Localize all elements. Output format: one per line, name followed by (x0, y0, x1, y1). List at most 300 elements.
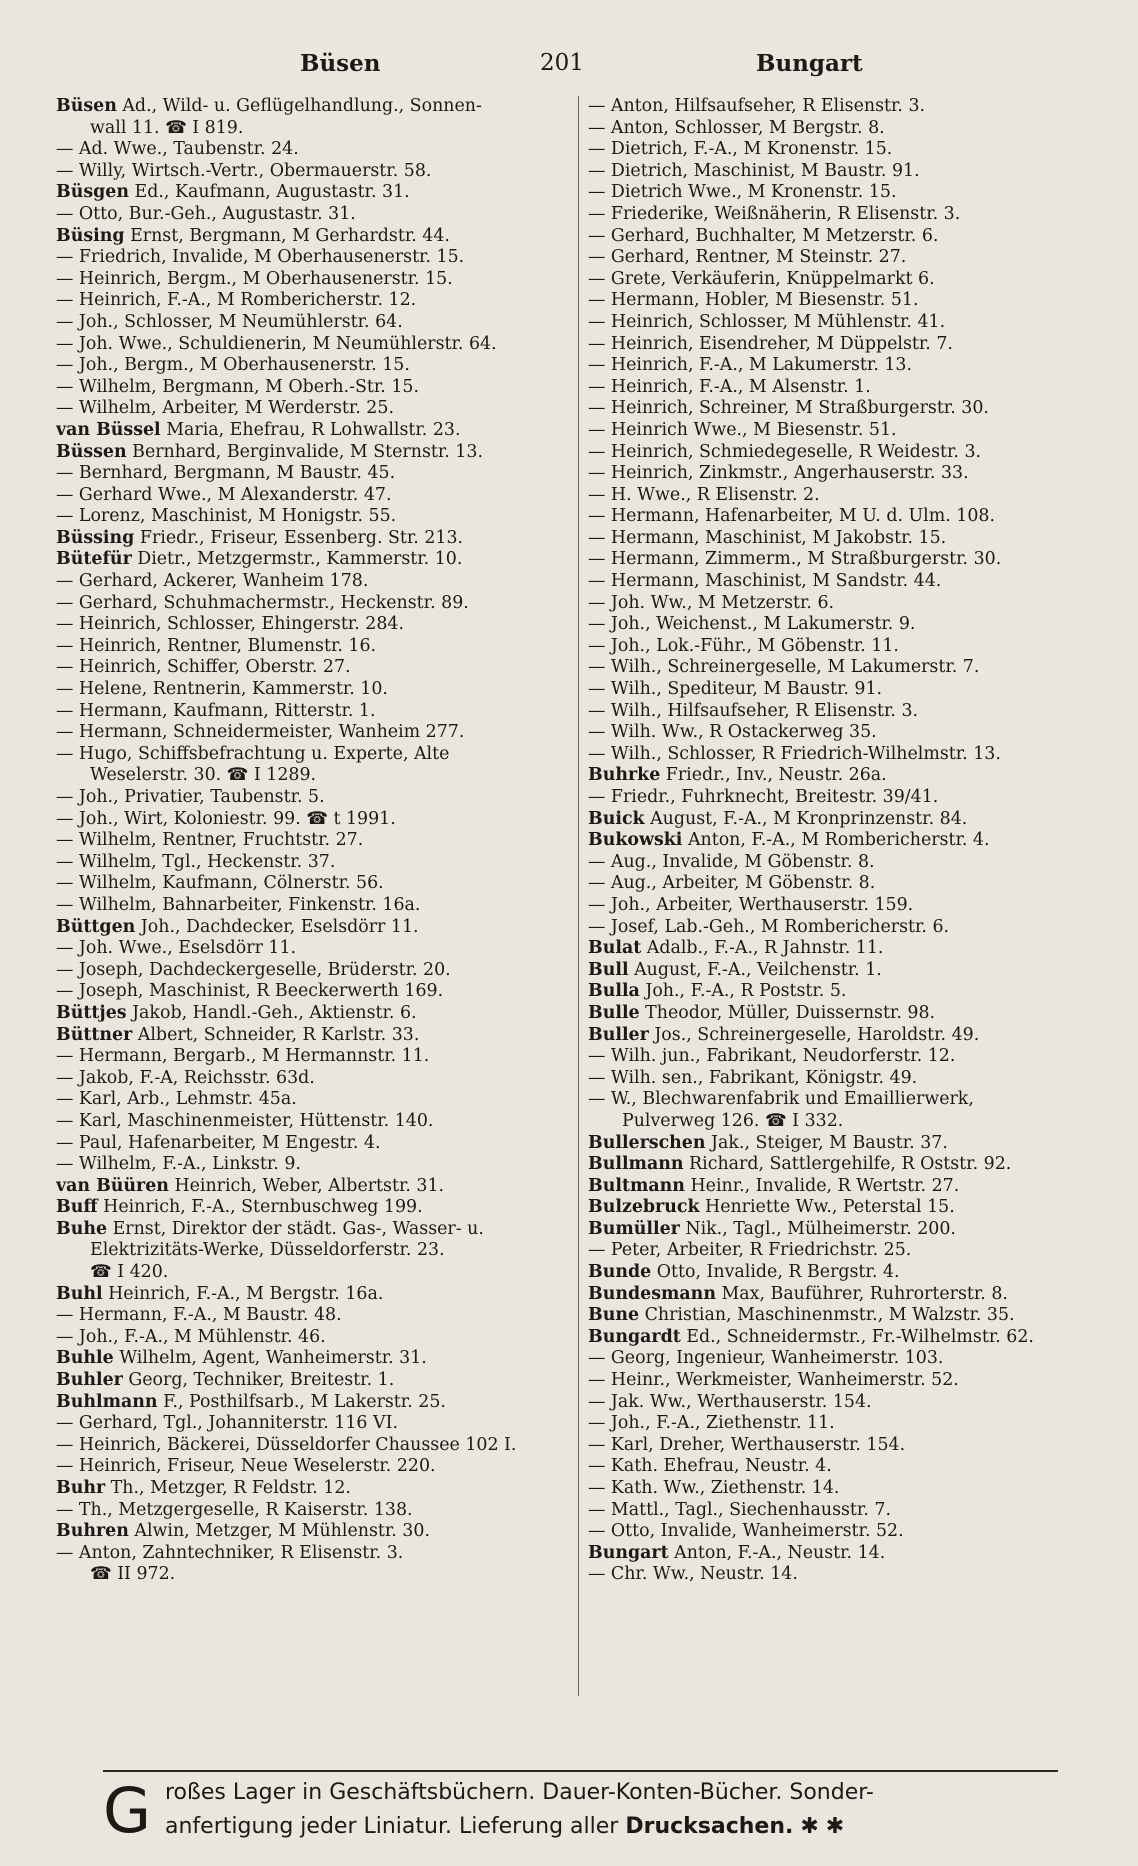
directory-entry (56, 1240, 574, 1262)
directory-entry (588, 1262, 1118, 1284)
entry-details: — Joh. Wwe., Schuldienerin, M Neumühlerstr. 64. (56, 333, 497, 354)
entry-details: — Gerhard, Buchhalter, M Metzerstr. 6. (588, 225, 939, 246)
entry-details: — Th., Metzgergeselle, R Kaiserstr. 138. (56, 1499, 413, 1520)
directory-entry (56, 1262, 574, 1284)
entry-details: Georg, Techniker, Breitestr. 1. (122, 1370, 395, 1391)
entry-details: Ernst, Bergmann, M Gerhardstr. 44. (124, 225, 450, 246)
entry-details: — Bernhard, Bergmann, M Baustr. 45. (56, 463, 396, 484)
directory-entry (588, 442, 1118, 464)
directory-entry (588, 1543, 1118, 1565)
left-column (56, 96, 574, 1586)
entry-details: — Wilhelm, Rentner, Fruchtstr. 27. (56, 830, 364, 851)
directory-entry (56, 182, 574, 204)
entry-details: — Hugo, Schiffsbefrachtung u. Experte, Alte (56, 743, 450, 764)
entry-surname: Buhlmann (56, 1391, 158, 1412)
entry-surname: Buhrke (588, 765, 661, 786)
directory-entry (56, 1219, 574, 1241)
entry-details: — Dietrich Wwe., M Kronenstr. 15. (588, 182, 897, 203)
directory-entry (56, 1521, 574, 1543)
entry-surname: Büttner (56, 1024, 133, 1045)
entry-details: August, F.-A., M Kronprinzenstr. 84. (644, 808, 968, 829)
directory-entry (588, 701, 1118, 723)
entry-details: wall 11. ☎ I 819. (90, 117, 244, 138)
entry-details: — Wilh., Hilfsaufseher, R Elisenstr. 3. (588, 700, 919, 721)
entry-details: — Hermann, Schneidermeister, Wanheim 277. (56, 722, 465, 743)
directory-entry (588, 528, 1118, 550)
directory-entry (588, 1521, 1118, 1543)
directory-entry (588, 593, 1118, 615)
directory-entry (56, 1003, 574, 1025)
entry-surname: Büsing (56, 225, 125, 246)
entry-details: — Helene, Rentnerin, Kammerstr. 10. (56, 679, 388, 700)
directory-entry (588, 571, 1118, 593)
entry-details: Friedr., Inv., Neustr. 26a. (660, 765, 887, 786)
directory-entry (56, 355, 574, 377)
directory-entry (588, 377, 1118, 399)
entry-details: ☎ I 420. (90, 1262, 169, 1283)
directory-entry (588, 809, 1118, 831)
directory-entry (56, 290, 574, 312)
entry-details: — Grete, Verkäuferin, Knüppelmarkt 6. (588, 268, 935, 289)
entry-surname: Bultmann (588, 1175, 685, 1196)
directory-entry (588, 549, 1118, 571)
directory-entry (56, 981, 574, 1003)
directory-entry (56, 722, 574, 744)
directory-entry (588, 1111, 1118, 1133)
directory-entry (56, 1305, 574, 1327)
entry-details: — Anton, Zahntechniker, R Elisenstr. 3. (56, 1542, 404, 1563)
directory-entry (588, 873, 1118, 895)
entry-details: — Hermann, Maschinist, M Sandstr. 44. (588, 571, 942, 592)
directory-entry (56, 960, 574, 982)
entry-details: — Wilhelm, Bergmann, M Oberh.-Str. 15. (56, 376, 419, 397)
entry-details: Heinrich, F.-A., M Bergstr. 16a. (102, 1283, 384, 1304)
entry-surname: Bullerschen (588, 1132, 706, 1153)
entry-details: Alwin, Metzger, M Mühlenstr. 30. (128, 1521, 430, 1542)
entry-details: — Hermann, F.-A., M Baustr. 48. (56, 1305, 342, 1326)
entry-details: — Hermann, Bergarb., M Hermannstr. 11. (56, 1046, 430, 1067)
directory-entry (588, 139, 1118, 161)
directory-entry (56, 1413, 574, 1435)
entry-surname: Bune (588, 1305, 640, 1326)
entry-details: — Heinrich, Bäckerei, Düsseldorfer Chaussee 102 I. (56, 1434, 517, 1455)
directory-entry (588, 355, 1118, 377)
entry-details: ☎ II 972. (90, 1564, 176, 1585)
directory-entry (56, 549, 574, 571)
ad-line-2-c: ✱ ✱ (793, 1814, 845, 1839)
directory-entry (588, 1089, 1118, 1111)
directory-entry (56, 701, 574, 723)
right-column (588, 96, 1118, 1586)
directory-entry (588, 1025, 1118, 1047)
directory-entry (56, 1370, 574, 1392)
entry-details: — Heinrich, Bergm., M Oberhausenerstr. 15. (56, 268, 453, 289)
entry-details: Pulverweg 126. ☎ I 332. (622, 1110, 844, 1131)
entry-details: — Heinrich, Friseur, Neue Weselerstr. 220. (56, 1456, 436, 1477)
entry-details: — Heinrich, Schiffer, Oberstr. 27. (56, 657, 351, 678)
entry-surname: Bütefür (56, 549, 132, 570)
directory-entry (56, 1348, 574, 1370)
directory-entry (56, 1133, 574, 1155)
entry-details: — Peter, Arbeiter, R Friedrichstr. 25. (588, 1240, 912, 1261)
entry-details: — Anton, Schlosser, M Bergstr. 8. (588, 117, 885, 138)
entry-details: — Joseph, Maschinist, R Beeckerwerth 169. (56, 981, 444, 1002)
entry-surname: van Büüren (56, 1175, 169, 1196)
directory-entry (56, 614, 574, 636)
directory-entry (588, 1197, 1118, 1219)
entry-details: — Joh. Ww., M Metzerstr. 6. (588, 592, 835, 613)
directory-entry (588, 485, 1118, 507)
directory-entry (588, 334, 1118, 356)
entry-details: Anton, F.-A., M Rombericherstr. 4. (682, 830, 990, 851)
directory-entry (56, 1456, 574, 1478)
entry-details: — Wilhelm, F.-A., Linkstr. 9. (56, 1154, 301, 1175)
directory-entry (588, 1564, 1118, 1586)
header-right-keyword: Bungart (756, 50, 863, 77)
directory-entry (56, 636, 574, 658)
entry-surname: Bungart (588, 1542, 669, 1563)
entry-surname: Buhle (56, 1348, 114, 1369)
entry-details: — Joh., Schlosser, M Neumühlerstr. 64. (56, 311, 403, 332)
entry-surname: Buhren (56, 1521, 129, 1542)
ad-line-2 (165, 1814, 844, 1839)
entry-details: — Wilh., Schreinergeselle, M Lakumerstr. 7. (588, 657, 980, 678)
directory-entry (588, 398, 1118, 420)
entry-details: Max, Bauführer, Ruhrorterstr. 8. (715, 1283, 1008, 1304)
entry-details: Nik., Tagl., Mülheimerstr. 200. (679, 1218, 956, 1239)
directory-entry (56, 1284, 574, 1306)
directory-entry (56, 938, 574, 960)
directory-entry (588, 1240, 1118, 1262)
entry-details: — Hermann, Hafenarbeiter, M U. d. Ulm. 108. (588, 506, 995, 527)
entry-details: — Joh., F.-A., M Mühlenstr. 46. (56, 1326, 326, 1347)
entry-details: Jakob, Handl.-Geh., Aktienstr. 6. (126, 1002, 417, 1023)
entry-surname: Buhler (56, 1370, 123, 1391)
directory-entry (56, 1046, 574, 1068)
directory-entry (588, 1219, 1118, 1241)
entry-details: Theodor, Müller, Duissernstr. 98. (639, 1002, 936, 1023)
entry-surname: Bunde (588, 1262, 652, 1283)
entry-details: — Gerhard Wwe., M Alexanderstr. 47. (56, 484, 392, 505)
entry-details: — Aug., Invalide, M Göbenstr. 8. (588, 851, 875, 872)
ad-initial: G (103, 1774, 152, 1847)
ad-line-1: roßes Lager in Geschäftsbüchern. Dauer-Konten-Bücher. Sonder- (165, 1780, 874, 1805)
directory-entry (588, 1305, 1118, 1327)
entry-details: — Lorenz, Maschinist, M Honigstr. 55. (56, 506, 397, 527)
directory-entry (588, 269, 1118, 291)
entry-details: — Karl, Maschinenmeister, Hüttenstr. 140. (56, 1110, 434, 1131)
entry-details: — Hermann, Kaufmann, Ritterstr. 1. (56, 700, 376, 721)
directory-entry (56, 1068, 574, 1090)
entry-details: — H. Wwe., R Elisenstr. 2. (588, 484, 820, 505)
directory-entry (56, 463, 574, 485)
directory-entry (588, 420, 1118, 442)
directory-entry (588, 463, 1118, 485)
directory-entry (56, 485, 574, 507)
directory-entry (56, 679, 574, 701)
page-header (0, 50, 1138, 86)
directory-entry (56, 226, 574, 248)
entry-details: — Hermann, Hobler, M Biesenstr. 51. (588, 290, 919, 311)
directory-entry (588, 1327, 1118, 1349)
entry-details: — Heinrich, F.-A., M Alsenstr. 1. (588, 376, 871, 397)
entry-details: Wilhelm, Agent, Wanheimerstr. 31. (113, 1348, 427, 1369)
entry-details: — Heinrich, Schmiedegeselle, R Weidestr. 3. (588, 441, 982, 462)
entry-surname: Büsgen (56, 182, 130, 203)
entry-details: — Ad. Wwe., Taubenstr. 24. (56, 139, 299, 160)
advertisement (103, 1770, 1058, 1848)
entry-details: Ed., Schneidermstr., Fr.-Wilhelmstr. 62. (680, 1326, 1034, 1347)
directory-entry (588, 722, 1118, 744)
entry-details: — Heinrich, Schlosser, M Mühlenstr. 41. (588, 311, 946, 332)
directory-entry (56, 1327, 574, 1349)
entry-surname: Büssen (56, 441, 127, 462)
directory-entry (588, 96, 1118, 118)
directory-entry (56, 787, 574, 809)
entry-details: — Wilh., Spediteur, M Baustr. 91. (588, 679, 883, 700)
directory-entry (588, 204, 1118, 226)
entry-details: — Dietrich, F.-A., M Kronenstr. 15. (588, 139, 893, 160)
directory-entry (56, 398, 574, 420)
directory-entry (56, 852, 574, 874)
entry-surname: Buhr (56, 1478, 106, 1498)
directory-entry (56, 269, 574, 291)
entry-details: — Dietrich, Maschinist, M Baustr. 91. (588, 160, 920, 181)
directory-entry (588, 744, 1118, 766)
entry-details: — Wilh. jun., Fabrikant, Neudorferstr. 12. (588, 1046, 956, 1067)
entry-details: — Anton, Hilfsaufseher, R Elisenstr. 3. (588, 96, 926, 116)
entry-details: — Heinrich, Schlosser, Ehingerstr. 284. (56, 614, 404, 635)
directory-entry (56, 895, 574, 917)
directory-entry (588, 981, 1118, 1003)
entry-details: Heinr., Invalide, R Wertstr. 27. (684, 1175, 960, 1196)
directory-entry (56, 1089, 574, 1111)
entry-details: Anton, F.-A., Neustr. 14. (668, 1542, 886, 1563)
entry-details: — Joh., Wirt, Koloniestr. 99. ☎ t 1991. (56, 808, 396, 829)
entry-details: — Joh., F.-A., Ziethenstr. 11. (588, 1413, 835, 1434)
entry-details: Adalb., F.-A., R Jahnstr. 11. (641, 938, 884, 959)
entry-surname: Bull (588, 959, 629, 980)
directory-entry (56, 1435, 574, 1457)
directory-entry (56, 744, 574, 766)
column-divider (578, 96, 579, 1696)
entry-details: — W., Blechwarenfabrik und Emaillierwerk, (588, 1089, 974, 1110)
header-left-keyword: Büsen (300, 50, 381, 77)
directory-entry (588, 1068, 1118, 1090)
entry-details: — Gerhard, Rentner, M Steinstr. 27. (588, 247, 907, 268)
entry-details: Ad., Wild- u. Geflügelhandlung., Sonnen- (116, 96, 482, 116)
directory-entry (588, 247, 1118, 269)
entry-details: Joh., F.-A., R Poststr. 5. (639, 981, 847, 1002)
entry-surname: Bungardt (588, 1326, 681, 1347)
directory-entry (588, 1003, 1118, 1025)
directory-entry (588, 161, 1118, 183)
entry-details: — Wilhelm, Bahnarbeiter, Finkenstr. 16a. (56, 894, 421, 915)
directory-entry (588, 960, 1118, 982)
directory-entry (588, 118, 1118, 140)
directory-entry (56, 139, 574, 161)
entry-surname: Buick (588, 808, 645, 829)
entry-details: — Joh., Bergm., M Oberhausenerstr. 15. (56, 355, 410, 376)
directory-entry (588, 636, 1118, 658)
directory-entry (56, 442, 574, 464)
entry-details: — Heinrich Wwe., M Biesenstr. 51. (588, 419, 897, 440)
entry-details: — Mattl., Tagl., Siechenhausstr. 7. (588, 1499, 891, 1520)
directory-entry (56, 571, 574, 593)
entry-details: — Joh., Lok.-Führ., M Göbenstr. 11. (588, 635, 899, 656)
ad-line-2-b: Drucksachen. (625, 1814, 794, 1839)
entry-details: — Heinrich, F.-A., M Rombericherstr. 12. (56, 290, 417, 311)
entry-details: — Willy, Wirtsch.-Vertr., Obermauerstr. 58. (56, 160, 432, 181)
entry-details: Albert, Schneider, R Karlstr. 33. (132, 1024, 420, 1045)
directory-entry (588, 1413, 1118, 1435)
directory-entry (588, 614, 1118, 636)
directory-entry (588, 1456, 1118, 1478)
entry-details: — Jakob, F.-A, Reichsstr. 63d. (56, 1067, 315, 1088)
directory-entry (56, 917, 574, 939)
entry-details: Elektrizitäts-Werke, Düsseldorferstr. 23. (90, 1240, 445, 1261)
directory-entry (56, 809, 574, 831)
entry-details: — Friedr., Fuhrknecht, Breitestr. 39/41. (588, 787, 939, 807)
directory-entry (56, 1197, 574, 1219)
directory-entry (56, 118, 574, 140)
entry-details: Joh., Dachdecker, Eselsdörr 11. (135, 916, 419, 937)
entry-details: Otto, Invalide, R Bergstr. 4. (651, 1262, 900, 1283)
directory-entry (56, 334, 574, 356)
directory-entry (588, 679, 1118, 701)
directory-entry (588, 1348, 1118, 1370)
entry-details: — Wilhelm, Arbeiter, M Werderstr. 25. (56, 398, 394, 419)
entry-details: — Aug., Arbeiter, M Göbenstr. 8. (588, 873, 876, 894)
directory-entry (56, 528, 574, 550)
entry-details: Weselerstr. 30. ☎ I 1289. (90, 765, 317, 786)
entry-details: Heinrich, F.-A., Sternbuschweg 199. (97, 1197, 423, 1218)
entry-details: Christian, Maschinenmstr., M Walzstr. 35. (639, 1305, 1015, 1326)
directory-entry (56, 873, 574, 895)
entry-details: Dietr., Metzgermstr., Kammerstr. 10. (131, 549, 463, 570)
entry-surname: Büsen (56, 96, 117, 116)
entry-surname: Buller (588, 1024, 649, 1045)
directory-entry (588, 1392, 1118, 1414)
entry-details: — Heinrich, Zinkmstr., Angerhauserstr. 33. (588, 463, 969, 484)
directory-entry (588, 917, 1118, 939)
directory-entry (56, 765, 574, 787)
entry-surname: Buhe (56, 1218, 108, 1239)
entry-details: — Heinrich, Rentner, Blumenstr. 16. (56, 635, 377, 656)
entry-details: Bernhard, Berginvalide, M Sternstr. 13. (126, 441, 483, 462)
directory-entry (56, 657, 574, 679)
entry-surname: Bulla (588, 981, 640, 1002)
entry-details: Heinrich, Weber, Albertstr. 31. (168, 1175, 445, 1196)
directory-entry (588, 1176, 1118, 1198)
directory-entry (588, 1133, 1118, 1155)
entry-details: — Karl, Arb., Lehmstr. 45a. (56, 1089, 297, 1110)
entry-details: — Jak. Ww., Werthauserstr. 154. (588, 1391, 872, 1412)
entry-details: Jak., Steiger, M Baustr. 37. (705, 1132, 948, 1153)
directory-entry (56, 1500, 574, 1522)
directory-entry (56, 1025, 574, 1047)
entry-details: August, F.-A., Veilchenstr. 1. (628, 959, 882, 980)
ad-line-2-a: anfertigung jeder Liniatur. Lieferung aller (165, 1814, 626, 1839)
entry-details: — Kath. Ww., Ziethenstr. 14. (588, 1478, 840, 1498)
entry-details: F., Posthilfsarb., M Lakerstr. 25. (157, 1391, 446, 1412)
entry-details: — Joh., Arbeiter, Werthauserstr. 159. (588, 894, 914, 915)
entry-details: — Kath. Ehefrau, Neustr. 4. (588, 1456, 832, 1477)
entry-details: — Georg, Ingenieur, Wanheimerstr. 103. (588, 1348, 944, 1369)
directory-entry (588, 830, 1118, 852)
directory-entry (588, 657, 1118, 679)
entry-details: — Karl, Dreher, Werthauserstr. 154. (588, 1434, 906, 1455)
directory-entry (588, 895, 1118, 917)
entry-details: — Gerhard, Ackerer, Wanheim 178. (56, 571, 369, 592)
entry-details: — Joh., Privatier, Taubenstr. 5. (56, 787, 325, 807)
entry-surname: Buff (56, 1197, 98, 1218)
entry-details: — Paul, Hafenarbeiter, M Engestr. 4. (56, 1132, 381, 1153)
directory-entry (588, 312, 1118, 334)
entry-details: Henriette Ww., Peterstal 15. (699, 1197, 955, 1218)
directory-entry (56, 1392, 574, 1414)
directory-entry (56, 1543, 574, 1565)
entry-details: — Friedrich, Invalide, M Oberhausenerstr. 15. (56, 247, 465, 268)
entry-details: — Joh., Weichenst., M Lakumerstr. 9. (588, 614, 916, 635)
entry-details: Friedr., Friseur, Essenberg. Str. 213. (134, 527, 464, 548)
directory-entry (588, 765, 1118, 787)
entry-details: — Wilh., Schlosser, R Friedrich-Wilhelmstr. 13. (588, 743, 1001, 764)
directory-entry (56, 420, 574, 442)
page-number: 201 (540, 50, 584, 76)
directory-entry (56, 1176, 574, 1198)
directory-entry (588, 938, 1118, 960)
entry-details: — Hermann, Maschinist, M Jakobstr. 15. (588, 527, 947, 548)
directory-entry (56, 204, 574, 226)
directory-entry (588, 852, 1118, 874)
entry-details: — Josef, Lab.-Geh., M Rombericherstr. 6. (588, 916, 950, 937)
directory-entry (56, 593, 574, 615)
entry-details: Ed., Kaufmann, Augustastr. 31. (129, 182, 410, 203)
entry-surname: Bukowski (588, 830, 683, 851)
directory-entry (56, 377, 574, 399)
entry-details: — Wilh. Ww., R Ostackerweg 35. (588, 722, 877, 743)
entry-surname: Bullmann (588, 1154, 684, 1175)
directory-entry (588, 226, 1118, 248)
entry-surname: van Büssel (56, 419, 161, 440)
directory-entry (588, 1500, 1118, 1522)
entry-details: — Heinrich, Schreiner, M Straßburgerstr. 30. (588, 398, 989, 419)
directory-entry (588, 506, 1118, 528)
entry-surname: Bulzebruck (588, 1197, 700, 1218)
entry-details: — Wilhelm, Kaufmann, Cölnerstr. 56. (56, 873, 384, 894)
entry-details: — Wilh. sen., Fabrikant, Königstr. 49. (588, 1067, 918, 1088)
entry-details: — Chr. Ww., Neustr. 14. (588, 1564, 798, 1585)
entry-surname: Büttgen (56, 916, 136, 937)
directory-entry (588, 1154, 1118, 1176)
entry-details: — Gerhard, Tgl., Johanniterstr. 116 VI. (56, 1413, 398, 1434)
entry-details: — Joseph, Dachdeckergeselle, Brüderstr. 20. (56, 959, 451, 980)
entry-details: — Hermann, Zimmerm., M Straßburgerstr. 30. (588, 549, 1002, 570)
entry-surname: Bundesmann (588, 1283, 716, 1304)
entry-surname: Buhl (56, 1283, 103, 1304)
directory-entry (588, 290, 1118, 312)
entry-details: — Friederike, Weißnäherin, R Elisenstr. 3. (588, 203, 961, 224)
entry-details: — Otto, Invalide, Wanheimerstr. 52. (588, 1521, 904, 1542)
entry-details: — Heinrich, Eisendreher, M Düppelstr. 7. (588, 333, 953, 354)
entry-details: Ernst, Direktor der städt. Gas-, Wasser- u. (107, 1218, 484, 1239)
directory-entry (588, 1435, 1118, 1457)
entry-details: Th., Metzger, R Feldstr. 12. (105, 1478, 351, 1498)
directory-entry (588, 182, 1118, 204)
entry-surname: Büssing (56, 527, 135, 548)
entry-details: — Wilhelm, Tgl., Heckenstr. 37. (56, 851, 336, 872)
